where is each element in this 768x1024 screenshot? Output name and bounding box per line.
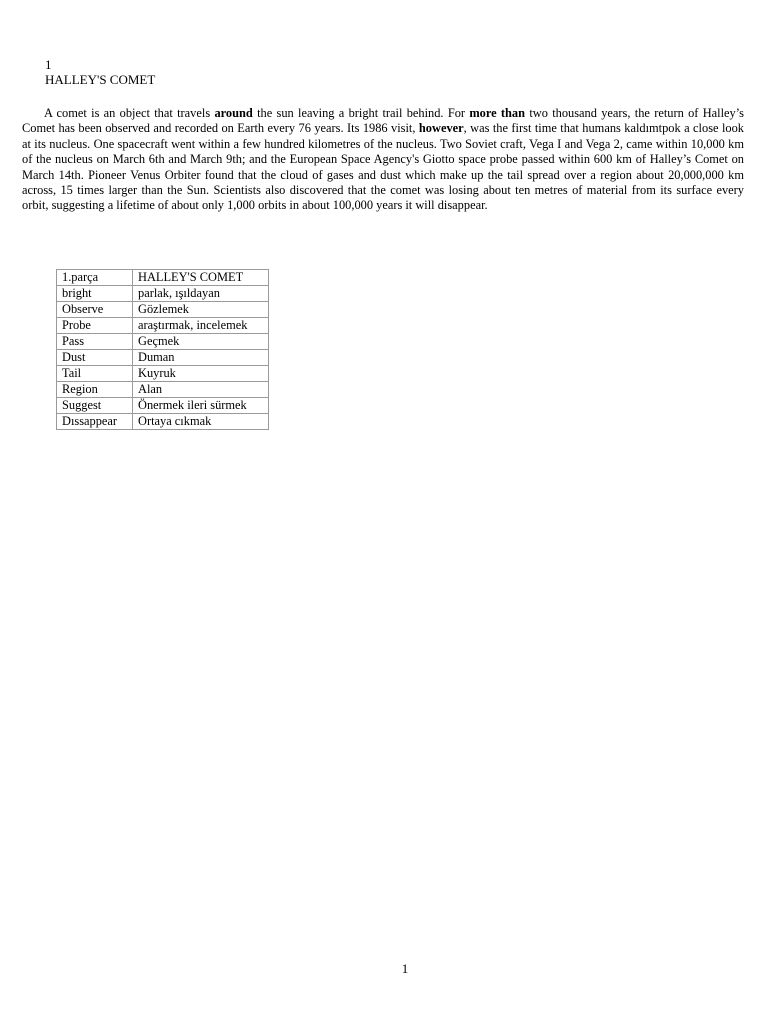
page-number: 1 [401, 961, 409, 976]
term-cell: bright [57, 286, 133, 302]
term-cell: Suggest [57, 398, 133, 414]
table-row [57, 382, 269, 398]
translation-cell: Gözlemek [133, 302, 269, 318]
paragraph-text: two thousand years, the return of Halley’s Comet has been observed and recorded on Earth every 76 years. Its 1986 visit, [22, 106, 744, 136]
paragraph-text: A comet is an object that travels [44, 106, 215, 120]
translation-cell: Duman [133, 350, 269, 366]
term-cell: Probe [57, 318, 133, 334]
table-row [57, 334, 269, 350]
term-cell: Dıssappear [57, 414, 133, 430]
table-row [57, 366, 269, 382]
table-row [57, 286, 269, 302]
translation-cell: Alan [133, 382, 269, 398]
section-title: HALLEY'S COMET [45, 72, 156, 87]
bold-word: however [418, 121, 464, 136]
translation-cell: parlak, ışıldayan [133, 286, 269, 302]
table-row [57, 302, 269, 318]
term-cell: Pass [57, 334, 133, 350]
term-cell: Observe [57, 302, 133, 318]
translation-cell: HALLEY'S COMET [133, 270, 269, 286]
translation-cell: Kuyruk [133, 366, 269, 382]
paragraph-text: , was the first time that humans kaldımtpok a close look at its nucleus. One spacecraft went within a few hundred kilometres of the nucleus. Two Soviet craft, Vega I and Vega 2, came within 10,000 km of the nucleus on March 6th and March 9th; and the European Space Agency's Giotto space probe passed within 600 km of Halley’s Comet on March 14th. Pioneer Venus Orbiter found that the cloud of gases and dust which make up the tail spread over a region about 20,000,000 km across, 15 times larger than the Sun. Scientists also discovered that the comet was losing about ten metres of material from its surface every orbit, suggesting a lifetime of about only 1,000 orbits in about 100,000 years it will disappear. [22, 121, 744, 213]
translation-cell: araştırmak, incelemek [133, 318, 269, 334]
table-row [57, 350, 269, 366]
paragraph-text: the sun leaving a bright trail behind. For [252, 106, 470, 120]
translation-cell: Geçmek [133, 334, 269, 350]
term-cell: Dust [57, 350, 133, 366]
term-cell: Region [57, 382, 133, 398]
term-cell: 1.parça [57, 270, 133, 286]
translation-cell: Ortaya cıkmak [133, 414, 269, 430]
term-cell: Tail [57, 366, 133, 382]
table-row [57, 398, 269, 414]
translation-cell: Önermek ileri sürmek [133, 398, 269, 414]
bold-word: more than [469, 106, 526, 120]
table-row [57, 270, 269, 286]
body-paragraph [22, 106, 744, 214]
vocabulary-table [56, 269, 269, 430]
table-row [57, 318, 269, 334]
table-row [57, 414, 269, 430]
section-number: 1 [45, 57, 52, 72]
bold-word: around [214, 106, 253, 120]
